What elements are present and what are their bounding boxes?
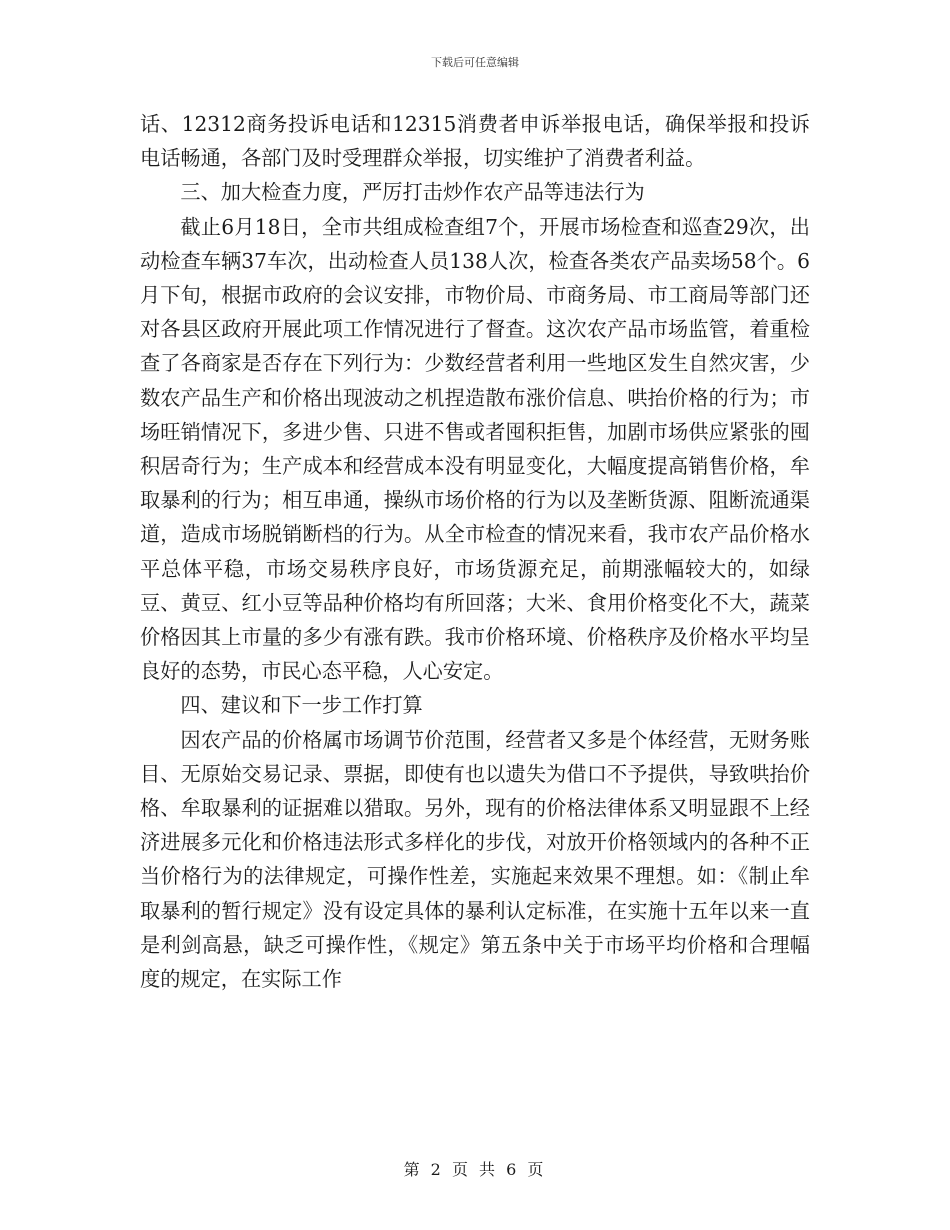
document-body — [140, 107, 810, 996]
paragraph-inspection: 截止6月18日，全市共组成检查组7个，开展市场检查和巡查29次，出动检查车辆37车次，出动检查人员138人次，检查各类农产品卖场58个。6月下旬，根据市政府的会议安排，市物价局、市商务局、市工商局等部门还对各县区政府开展此项工作情况进行了督查。这次农产品市场监管，着重检查了各商家是否存在下列行为：少数经营者利用一些地区发生自然灾害，少数农产品生产和价格出现波动之机捏造散布涨价信息、哄抬价格的行为；市场旺销情况下，多进少售、只进不售或者囤积拒售，加剧市场供应紧张的囤积居奇行为；生产成本和经营成本没有明显变化，大幅度提高销售价格，牟取暴利的行为；相互串通，操纵市场价格的行为以及垄断货源、阻断流通渠道，造成市场脱销断档的行为。从全市检查的情况来看，我市农产品价格水平总体平稳，市场交易秩序良好，市场货源充足，前期涨幅较大的，如绿豆、黄豆、红小豆等品种价格均有所回落；大米、食用价格变化不大，蔬菜价格因其上市量的多少有涨有跌。我市价格环境、价格秩序及价格水平均呈良好的态势，市民心态平稳，人心安定。 — [140, 214, 810, 684]
section-heading-4: 四、建议和下一步工作打算 — [180, 693, 423, 718]
page-header: 下载后可任意编辑 — [431, 56, 519, 69]
section-heading-3: 三、加大检查力度，严厉打击炒作农产品等违法行为 — [180, 180, 645, 205]
paragraph-continuation: 话、12312商务投诉电话和12315消费者申诉举报电话，确保举报和投诉电话畅通，各部门及时受理群众举报，切实维护了消费者利益。 — [140, 112, 810, 171]
paragraph-suggestions: 因农产品的价格属市场调节价范围，经营者又多是个体经营，无财务账目、无原始交易记录、票据，即使有也以遗失为借口不予提供，导致哄抬价格、牟取暴利的证据难以猎取。另外，现有的价格法律体系又明显跟不上经济进展多元化和价格违法形式多样化的步伐，对放开价格领域内的各种不正当价格行为的法律规定，可操作性差，实施起来效果不理想。如：《制止牟取暴利的暂行规定》没有设定具体的暴利认定标准，在实施十五年以来一直是利剑高悬，缺乏可操作性，《规定》第五条中关于市场平均价格和合理幅度的规定，在实际工作 — [140, 727, 810, 992]
page-number: 第 2 页 共 6 页 — [403, 1160, 547, 1179]
